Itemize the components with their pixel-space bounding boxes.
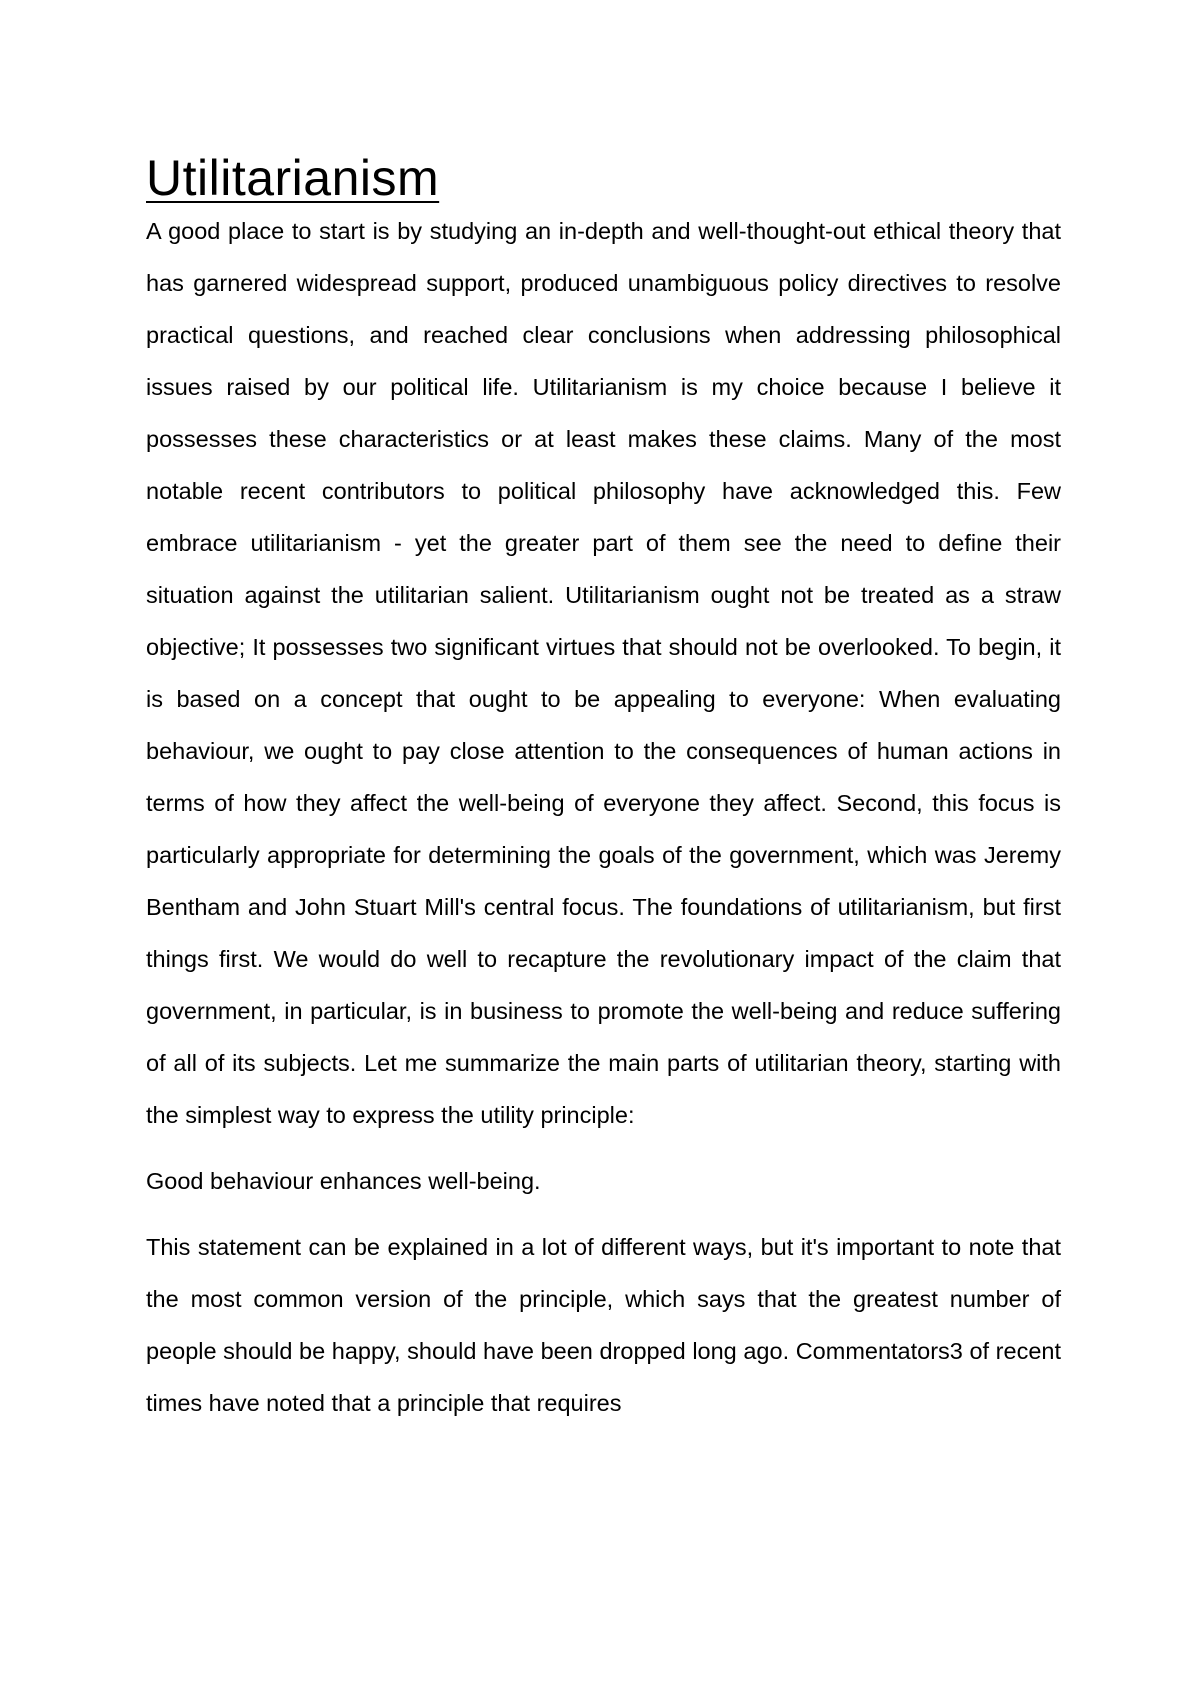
paragraph-explanation: This statement can be explained in a lot of different ways, but it's important to note that the most common version of the principle, which says that the greatest number of people should be happy, should have been dropped long ago. Commentators3 of recent times have noted that a principle that requires: [146, 1234, 1061, 1416]
paragraph-intro: A good place to start is by studying an in-depth and well-thought-out ethical theory that has garnered widespread support, produced unambiguous policy directives to resolve practical questions, and reached clear conclusions when addressing philosophical issues raised by our political life. Utilitarianism is my choice because I believe it possesses these characteristics or at least makes these claims. Many of the most notable recent contributors to political philosophy have acknowledged this. Few embrace utilitarianism - yet the greater part of them see the need to define their situation against the utilitarian salient. Utilitarianism ought not be treated as a straw objective; It possesses two significant virtues that should not be overlooked. To begin, it is based on a concept that ought to be appealing to everyone: When evaluating behaviour, we ought to pay close attention to the consequences of human actions in terms of how they affect the well-being of everyone they affect. Second, this focus is particularly appropriate for determining the goals of the government, which was Jeremy Bentham and John Stuart Mill's central focus. The foundations of utilitarianism, but first things first. We would do well to recapture the revolutionary impact of the claim that government, in particular, is in business to promote the well-being and reduce suffering of all of its subjects. Let me summarize the main parts of utilitarian theory, starting with the simplest way to express the utility principle:: [146, 218, 1061, 1128]
document-title: Utilitarianism: [146, 150, 440, 206]
document-body: [146, 148, 1061, 1429]
paragraph-principle: Good behaviour enhances well-being.: [146, 1168, 541, 1194]
